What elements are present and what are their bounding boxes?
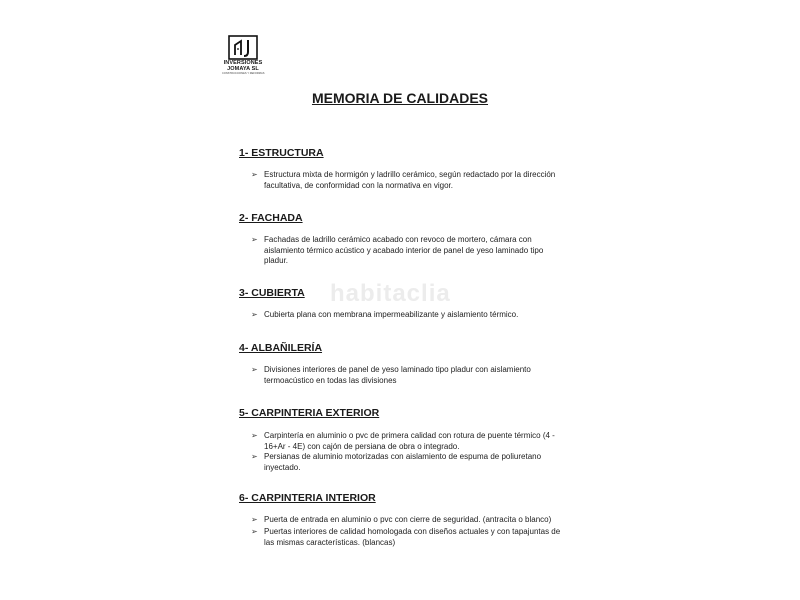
- company-logo: [222, 35, 264, 75]
- bullet-text: Puertas interiores de calidad homologada con diseños actuales y con tapajuntas de las mismas características. (blancas): [264, 527, 561, 547]
- bullet-text: Cubierta plana con membrana impermeabilizante y aislamiento térmico.: [264, 310, 519, 319]
- arrow-bullet-icon: ➢: [251, 515, 258, 524]
- bullet-item: [251, 170, 564, 191]
- section-heading-estructura: 1- ESTRUCTURA: [239, 147, 324, 159]
- bullet-item: [251, 365, 564, 386]
- bullet-item: [251, 310, 564, 321]
- section-heading-cubierta: 3- CUBIERTA: [239, 287, 305, 299]
- bullet-item: [251, 235, 564, 267]
- arrow-bullet-icon: ➢: [251, 527, 258, 536]
- bullet-text: Puerta de entrada en aluminio o pvc con cierre de seguridad. (antracita o blanco): [264, 515, 552, 524]
- bullet-text: Carpintería en aluminio o pvc de primera calidad con rotura de puente térmico (4 - 16+Ar - 4E) con cajón de persiana de obra o integrado.: [264, 431, 555, 451]
- bullet-item: [251, 527, 564, 548]
- bullet-text: Divisiones interiores de panel de yeso laminado tipo pladur con aislamiento termoacústico en todas las divisiones: [264, 365, 531, 385]
- bullet-item: [251, 452, 564, 473]
- bullet-text: Fachadas de ladrillo cerámico acabado con revoco de mortero, cámara con aislamiento térmico acústico y acabado interior de panel de yeso laminado tipo pladur.: [264, 235, 544, 265]
- bullet-text: Persianas de aluminio motorizadas con aislamiento de espuma de poliuretano inyectado.: [264, 452, 542, 472]
- section-heading-fachada: 2- FACHADA: [239, 212, 303, 224]
- arrow-bullet-icon: ➢: [251, 431, 258, 440]
- arrow-bullet-icon: ➢: [251, 365, 258, 374]
- section-heading-carpinteria-exterior: 5- CARPINTERIA EXTERIOR: [239, 407, 380, 419]
- watermark: habitaclia: [330, 280, 451, 307]
- arrow-bullet-icon: ➢: [251, 170, 258, 179]
- bullet-item: [251, 515, 564, 526]
- logo-name-line2: JOMAYA SL: [227, 66, 259, 72]
- arrow-bullet-icon: ➢: [251, 452, 258, 461]
- logo-tagline: CONSTRUCCIONES Y REFORMAS: [222, 72, 265, 75]
- section-heading-albanileria: 4- ALBAÑILERÍA: [239, 342, 323, 354]
- bullet-item: [251, 431, 564, 452]
- arrow-bullet-icon: ➢: [251, 310, 258, 319]
- arrow-bullet-icon: ➢: [251, 235, 258, 244]
- bullet-text: Estructura mixta de hormigón y ladrillo cerámico, según redactado por la dirección facultativa, de conformidad con la normativa en vigor.: [264, 170, 556, 190]
- house-logo-icon: [228, 35, 258, 60]
- section-heading-carpinteria-interior: 6- CARPINTERIA INTERIOR: [239, 492, 376, 504]
- logo-name-line1: INVERSIONES: [223, 60, 263, 66]
- document-title: MEMORIA DE CALIDADES: [311, 90, 489, 106]
